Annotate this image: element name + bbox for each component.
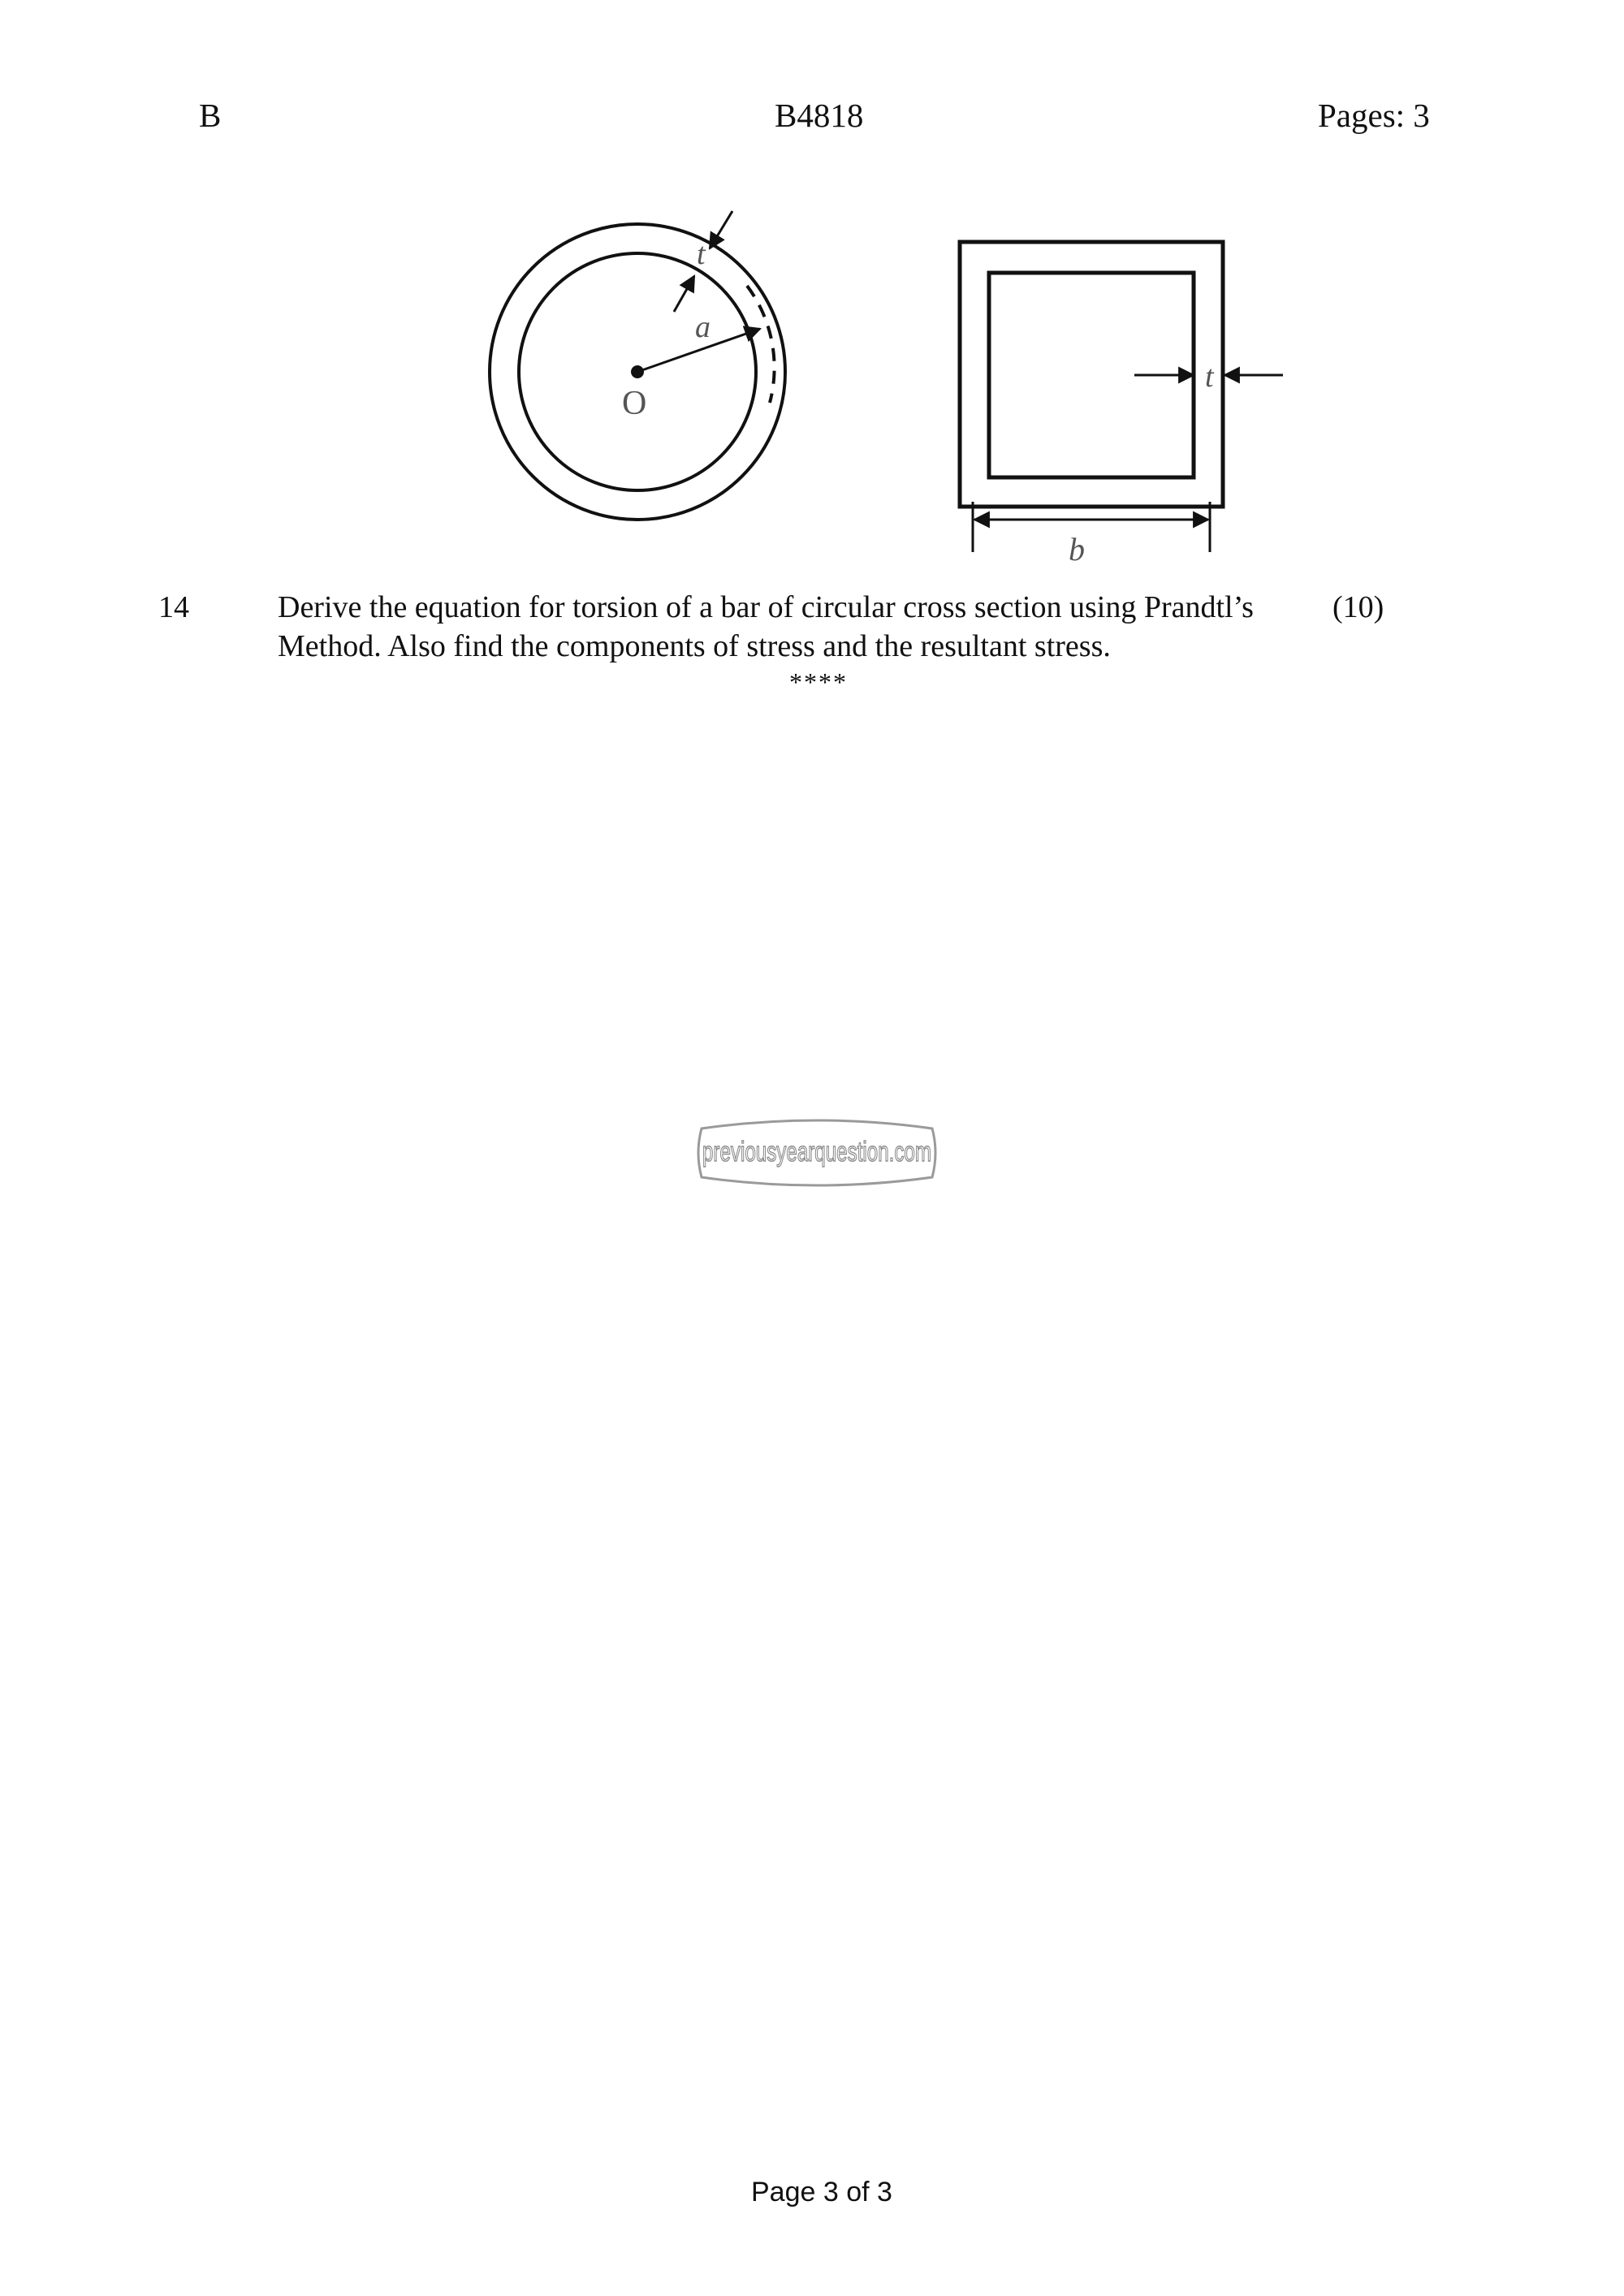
circle-radius-label: a bbox=[695, 310, 710, 344]
question-number: 14 bbox=[158, 590, 189, 624]
page-count: Pages: 3 bbox=[1318, 97, 1430, 134]
site-watermark bbox=[692, 1111, 942, 1195]
outer-thickness-arrow bbox=[710, 211, 732, 248]
inner-thickness-arrow bbox=[674, 276, 694, 312]
circle-thickness-label: t bbox=[697, 237, 706, 271]
center-point bbox=[631, 365, 644, 378]
question-text-line-1: Derive the equation for torsion of a bar of circular cross section using Prandtl’s bbox=[278, 590, 1254, 624]
paper-series-letter: B bbox=[199, 97, 222, 134]
circle-center-label: O bbox=[622, 385, 647, 422]
watermark-text: previousyearquestion.com bbox=[702, 1137, 931, 1167]
square-thickness-label: t bbox=[1205, 360, 1214, 394]
square-width-dimension bbox=[973, 502, 1210, 552]
end-of-paper-marker: **** bbox=[789, 667, 848, 697]
question-text-line-2: Method. Also find the components of stress and the resultant stress. bbox=[278, 629, 1111, 663]
paper-code: B4818 bbox=[775, 97, 864, 134]
square-width-label: b bbox=[1069, 531, 1085, 568]
question-marks: (10) bbox=[1332, 590, 1384, 624]
cross-section-figures bbox=[0, 0, 1624, 585]
question-text bbox=[278, 588, 1350, 666]
page-footer: Page 3 of 3 bbox=[751, 2177, 892, 2208]
